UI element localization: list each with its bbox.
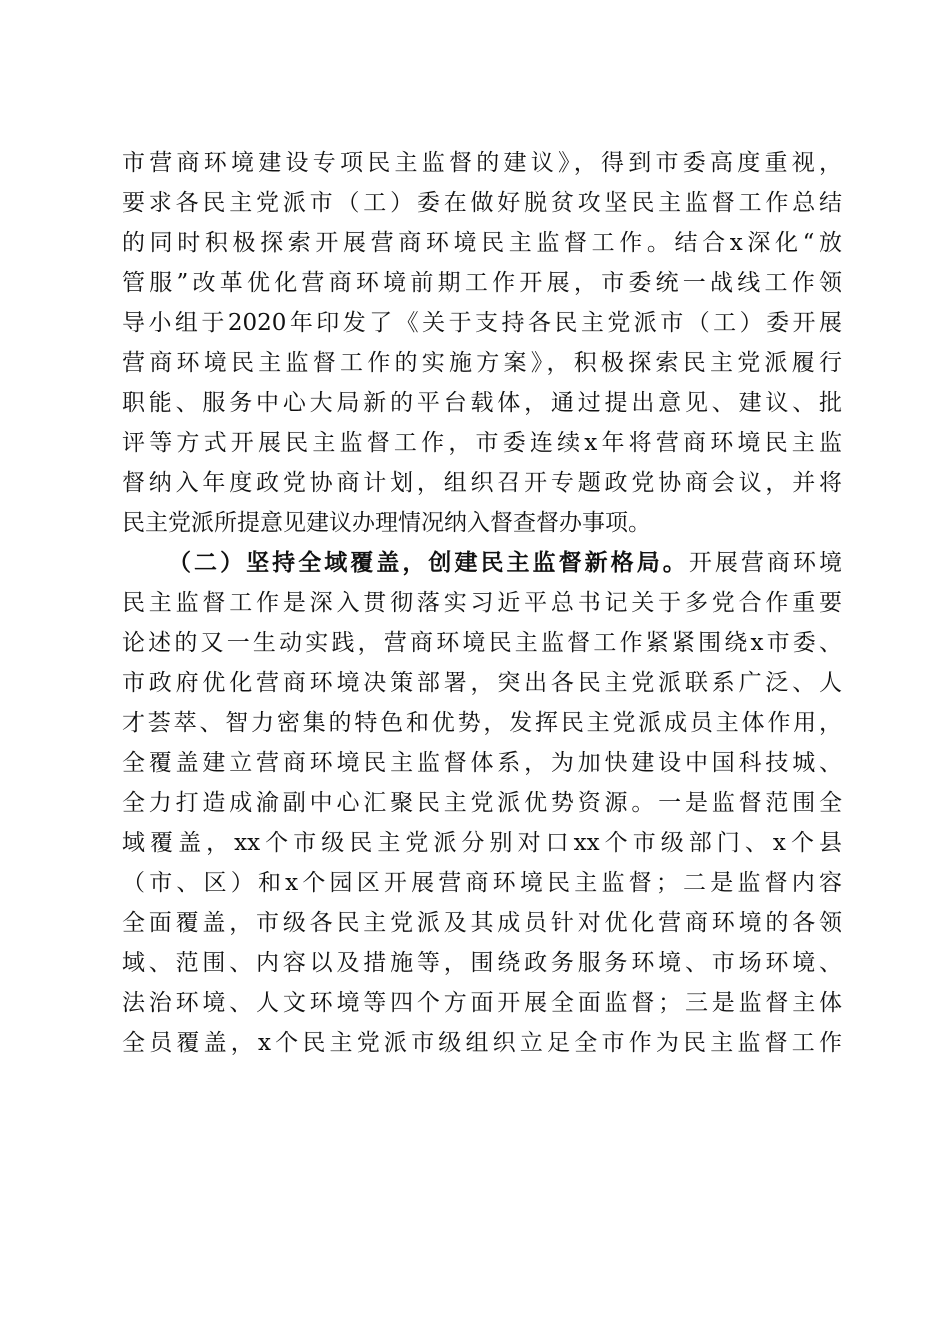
text-line: 民主监督工作是深入贯彻落实习近平总书记关于多党合作重要 <box>122 590 842 616</box>
text-line: 市营商环境建设专项民主监督的建议》，得到市委高度重视， <box>122 150 842 176</box>
text-line <box>122 543 842 583</box>
text-line: 职能、服务中心大局新的平台载体，通过提出意见、建议、批 <box>122 390 842 416</box>
text-line: 督纳入年度政党协商计划，组织召开专题政党协商会议，并将 <box>122 470 842 496</box>
text-line: 全员覆盖，x个民主党派市级组织立足全市作为民主监督工作 <box>122 1030 842 1056</box>
paragraph-2 <box>122 543 842 1063</box>
heading-continuation: 开展营商环境 <box>688 550 842 576</box>
text-line: 全力打造成渝副中心汇聚民主党派优势资源。一是监督范围全 <box>122 790 842 816</box>
text-line: 营商环境民主监督工作的实施方案》，积极探索民主党派履行 <box>122 350 842 376</box>
text-line: 管服”改革优化营商环境前期工作开展，市委统一战线工作领 <box>122 270 842 296</box>
text-line: 全面覆盖，市级各民主党派及其成员针对优化营商环境的各领 <box>122 910 842 936</box>
text-line: 才荟萃、智力密集的特色和优势，发挥民主党派成员主体作用， <box>122 710 842 736</box>
text-line: （市、区）和x个园区开展营商环境民主监督；二是监督内容 <box>122 870 842 896</box>
text-line: 法治环境、人文环境等四个方面开展全面监督；三是监督主体 <box>122 990 842 1016</box>
text-line: 论述的又一生动实践，营商环境民主监督工作紧紧围绕x市委、 <box>122 630 842 656</box>
text-line: 导小组于2020年印发了《关于支持各民主党派市（工）委开展 <box>122 310 842 336</box>
text-line: 域、范围、内容以及措施等，围绕政务服务环境、市场环境、 <box>122 950 842 976</box>
text-line: 评等方式开展民主监督工作，市委连续x年将营商环境民主监 <box>122 430 842 456</box>
text-line: 民主党派所提意见建议办理情况纳入督查督办事项。 <box>122 510 651 536</box>
section-heading: （二）坚持全域覆盖，创建民主监督新格局。 <box>168 549 689 576</box>
paragraph-1 <box>122 143 842 543</box>
text-line: 要求各民主党派市（工）委在做好脱贫攻坚民主监督工作总结 <box>122 190 842 216</box>
text-line: 的同时积极探索开展营商环境民主监督工作。结合x深化“放 <box>122 230 842 256</box>
text-line: 市政府优化营商环境决策部署，突出各民主党派联系广泛、人 <box>122 670 842 696</box>
text-line: 全覆盖建立营商环境民主监督体系，为加快建设中国科技城、 <box>122 750 842 776</box>
document-body <box>122 143 842 1063</box>
text-line: 域覆盖，xx个市级民主党派分别对口xx个市级部门、x个县 <box>122 830 842 856</box>
